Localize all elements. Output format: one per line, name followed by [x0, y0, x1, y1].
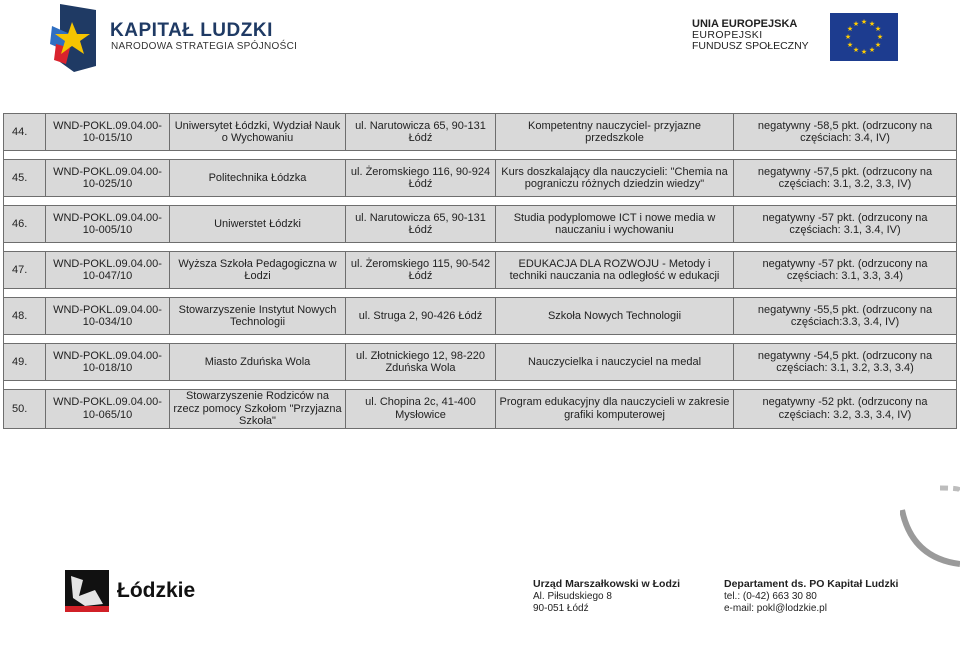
evaluation-result: negatywny -52 pkt. (odrzucony na częściach: 3.2, 3.3, 3.4, IV) [734, 390, 957, 429]
office-street: Al. Piłsudskiego 8 [533, 590, 612, 602]
application-code: WND-POKL.09.04.00-10-065/10 [46, 390, 170, 429]
department-phone: tel.: (0-42) 663 30 80 [724, 590, 817, 602]
address: ul. Narutowicza 65, 90-131 Łódź [346, 114, 496, 151]
results-table [3, 113, 957, 429]
eu-line1: UNIA EUROPEJSKA [692, 18, 798, 30]
svg-text:★: ★ [860, 18, 868, 26]
kl-subtitle: NARODOWA STRATEGIA SPÓJNOŚCI [111, 41, 298, 52]
project-title: Kurs doszkalający dla nauczycieli: "Chemia na pograniczu różnych dziedzin wiedzy" [496, 160, 734, 197]
project-title: EDUKACJA DLA ROZWOJU - Metody i techniki nauczania na odległość w edukacji [496, 252, 734, 289]
address: ul. Narutowicza 65, 90-131 Łódź [346, 206, 496, 243]
svg-text:★: ★ [852, 20, 860, 28]
row-number: 47. [4, 252, 46, 289]
organization: Politechnika Łódzka [170, 160, 346, 197]
svg-text:★: ★ [868, 46, 876, 54]
row-number: 48. [4, 298, 46, 335]
evaluation-result: negatywny -55,5 pkt. (odrzucony na częściach:3.3, 3.4, IV) [734, 298, 957, 335]
kl-title: KAPITAŁ LUDZKI [110, 20, 273, 41]
department-contact [724, 578, 898, 616]
project-title: Program edukacyjny dla nauczycieli w zakresie grafiki komputerowej [496, 390, 734, 429]
evaluation-result: negatywny -57 pkt. (odrzucony na częściach: 3.1, 3.4, IV) [734, 206, 957, 243]
application-code: WND-POKL.09.04.00-10-018/10 [46, 344, 170, 381]
application-code: WND-POKL.09.04.00-10-025/10 [46, 160, 170, 197]
svg-text:★: ★ [852, 46, 860, 54]
svg-text:★: ★ [874, 41, 882, 49]
svg-text:★: ★ [874, 25, 882, 33]
organization: Uniwersytet Łódzki, Wydział Nauk o Wychowaniu [170, 114, 346, 151]
svg-text:★: ★ [876, 33, 884, 41]
evaluation-result: negatywny -58,5 pkt. (odrzucony na częściach: 3.4, IV) [734, 114, 957, 151]
application-code: WND-POKL.09.04.00-10-047/10 [46, 252, 170, 289]
project-title: Szkoła Nowych Technologii [496, 298, 734, 335]
department-name: Departament ds. PO Kapitał Ludzki [724, 578, 899, 590]
office-city: 90-051 Łódź [533, 603, 589, 614]
page-header [0, 0, 960, 85]
department-email: e-mail: pokl@lodzkie.pl [724, 603, 827, 614]
row-number: 45. [4, 160, 46, 197]
application-code: WND-POKL.09.04.00-10-034/10 [46, 298, 170, 335]
address: ul. Struga 2, 90-426 Łódź [346, 298, 496, 335]
address: ul. Żeromskiego 116, 90-924 Łódź [346, 160, 496, 197]
region-name: Łódzkie [117, 579, 196, 602]
table-row [4, 298, 957, 335]
address: ul. Chopina 2c, 41-400 Mysłowice [346, 390, 496, 429]
table-row [4, 390, 957, 429]
row-number: 49. [4, 344, 46, 381]
application-code: WND-POKL.09.04.00-10-015/10 [46, 114, 170, 151]
office-name: Urząd Marszałkowski w Łodzi [533, 578, 681, 590]
row-number: 46. [4, 206, 46, 243]
table-row [4, 344, 957, 381]
evaluation-result: negatywny -54,5 pkt. (odrzucony na częściach: 3.1, 3.2, 3.3, 3.4) [734, 344, 957, 381]
application-code: WND-POKL.09.04.00-10-005/10 [46, 206, 170, 243]
svg-text:★: ★ [844, 33, 852, 41]
table-row [4, 252, 957, 289]
kapital-ludzki-logo [50, 4, 98, 72]
project-title: Studia podyplomowe ICT i nowe media w nauczaniu i wychowaniu [496, 206, 734, 243]
table-row [4, 114, 957, 151]
organization: Wyższa Szkoła Pedagogiczna w Łodzi [170, 252, 346, 289]
evaluation-result: negatywny -57,5 pkt. (odrzucony na częściach: 3.1, 3.2, 3.3, IV) [734, 160, 957, 197]
lodzkie-logo [65, 570, 109, 612]
organization: Uniwerstet Łódzki [170, 206, 346, 243]
svg-text:★: ★ [860, 48, 868, 56]
evaluation-result: negatywny -57 pkt. (odrzucony na częściach: 3.1, 3.3, 3.4) [734, 252, 957, 289]
address: ul. Złotnickiego 12, 98-220 Zduńska Wola [346, 344, 496, 381]
office-address [533, 578, 680, 616]
table-row [4, 160, 957, 197]
project-title: Kompetentny nauczyciel- przyjazne przedszkole [496, 114, 734, 151]
svg-text:★: ★ [868, 20, 876, 28]
svg-text:★: ★ [846, 25, 854, 33]
eu-text-block [692, 19, 809, 52]
row-number: 44. [4, 114, 46, 151]
eu-line3: FUNDUSZ SPOŁECZNY [692, 40, 809, 52]
svg-text:★: ★ [846, 41, 854, 49]
eu-line2: EUROPEJSKI [692, 29, 763, 41]
organization: Stowarzyszenie Rodziców na rzecz pomocy Szkołom "Przyjazna Szkoła" [170, 390, 346, 429]
project-title: Nauczycielka i nauczyciel na medal [496, 344, 734, 381]
eu-flag-icon [830, 13, 898, 61]
row-number: 50. [4, 390, 46, 429]
organization: Stowarzyszenie Instytut Nowych Technologii [170, 298, 346, 335]
page-footer [0, 560, 960, 670]
organization: Miasto Zduńska Wola [170, 344, 346, 381]
address: ul. Żeromskiego 115, 90-542 Łódź [346, 252, 496, 289]
table-row [4, 206, 957, 243]
